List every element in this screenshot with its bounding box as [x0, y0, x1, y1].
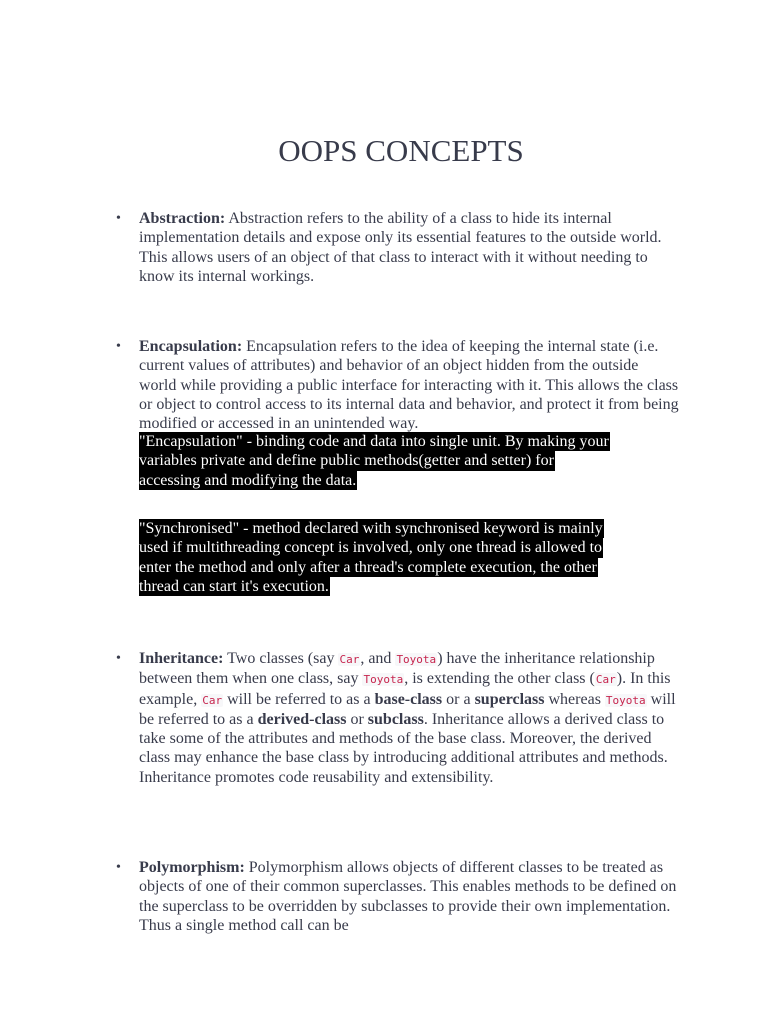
inheritance-text: or a — [442, 690, 475, 708]
abstraction-paragraph — [139, 209, 679, 286]
code-toyota: Toyota — [363, 673, 404, 687]
inheritance-term: Inheritance: — [139, 650, 224, 667]
polymorphism-term: Polymorphism: — [139, 859, 245, 876]
inheritance-text: will be referred to as a — [223, 690, 375, 708]
abstraction-item — [116, 209, 679, 286]
inheritance-text: ) have the inheritance relationship between them when one class, say — [139, 650, 655, 688]
code-toyota: Toyota — [605, 693, 646, 707]
inheritance-text: will be referred to as a — [139, 690, 676, 728]
polymorphism-paragraph — [139, 858, 679, 935]
highlight-line: used if multithreading concept is involved, only one thread is allowed to — [139, 539, 603, 557]
code-car: Car — [339, 653, 360, 666]
encapsulation-term: Encapsulation: — [139, 338, 243, 355]
superclass-term: superclass — [474, 690, 545, 708]
highlight-line: thread can start it's execution. — [139, 577, 329, 595]
encapsulation-paragraph — [139, 337, 679, 433]
encapsulation-text: Encapsulation refers to the idea of keeping the internal state (i.e. current values of attributes) and behavior of an object hidden from the outside world while providing a public interface for interacting with it. This allows the class or object to control access to its internal data and behavior, and protect it from being modified or accessed in an unintended way. — [139, 338, 679, 433]
base-class-term: base-class — [374, 690, 443, 708]
inheritance-text: , is extending the other class ( — [404, 670, 595, 688]
inheritance-text: , and — [360, 650, 396, 667]
highlight-line: accessing and modifying the data. — [139, 471, 357, 489]
polymorphism-text: Polymorphism allows objects of different classes to be treated as objects of one of their common superclasses. This enables methods to be defined on the superclass to be overridden by subclasses to provide their own implementation. Thus a single method call can be — [139, 859, 677, 934]
code-car: Car — [202, 693, 223, 707]
highlight-line: variables private and define public methods(getter and setter) for — [139, 452, 554, 470]
abstraction-term: Abstraction: — [139, 210, 226, 227]
synchronised-highlight — [139, 519, 679, 596]
highlight-line: "Synchronised" - method declared with synchronised keyword is mainly — [139, 520, 603, 537]
bullet-icon: • — [116, 651, 121, 666]
bullet-icon: • — [116, 339, 121, 354]
page-title: OOPS CONCEPTS — [278, 133, 524, 168]
inheritance-text: Two classes (say — [223, 650, 339, 667]
code-toyota: Toyota — [396, 653, 437, 666]
bullet-icon: • — [116, 211, 121, 226]
inheritance-text: whereas — [544, 690, 605, 708]
derived-class-term: derived-class — [257, 710, 347, 728]
inheritance-paragraph — [139, 649, 679, 787]
inheritance-text: ). In this example, — [139, 670, 671, 708]
code-car: Car — [595, 673, 616, 687]
inheritance-text: or — [346, 710, 368, 728]
abstraction-text: Abstraction refers to the ability of a class to hide its internal implementation details and expose only its essential features to the outside world. This allows users of an object of that class to interact with it without needing to know its internal workings. — [139, 210, 662, 285]
highlight-line: enter the method and only after a thread's complete execution, the other — [139, 558, 597, 576]
inheritance-text: . Inheritance allows a derived class to take some of the attributes and methods of the base class. Moreover, the derived class may enhance the base class by introducing additional attributes and methods. Inheritance promotes code reusability and extensibility. — [139, 710, 668, 786]
bullet-icon: • — [116, 860, 121, 875]
subclass-term: subclass — [367, 710, 424, 728]
inheritance-item — [116, 649, 679, 787]
highlight-line: "Encapsulation" - binding code and data into single unit. By making your — [139, 433, 609, 450]
encapsulation-highlight — [139, 432, 679, 490]
encapsulation-item — [116, 337, 679, 433]
polymorphism-item — [116, 858, 679, 935]
